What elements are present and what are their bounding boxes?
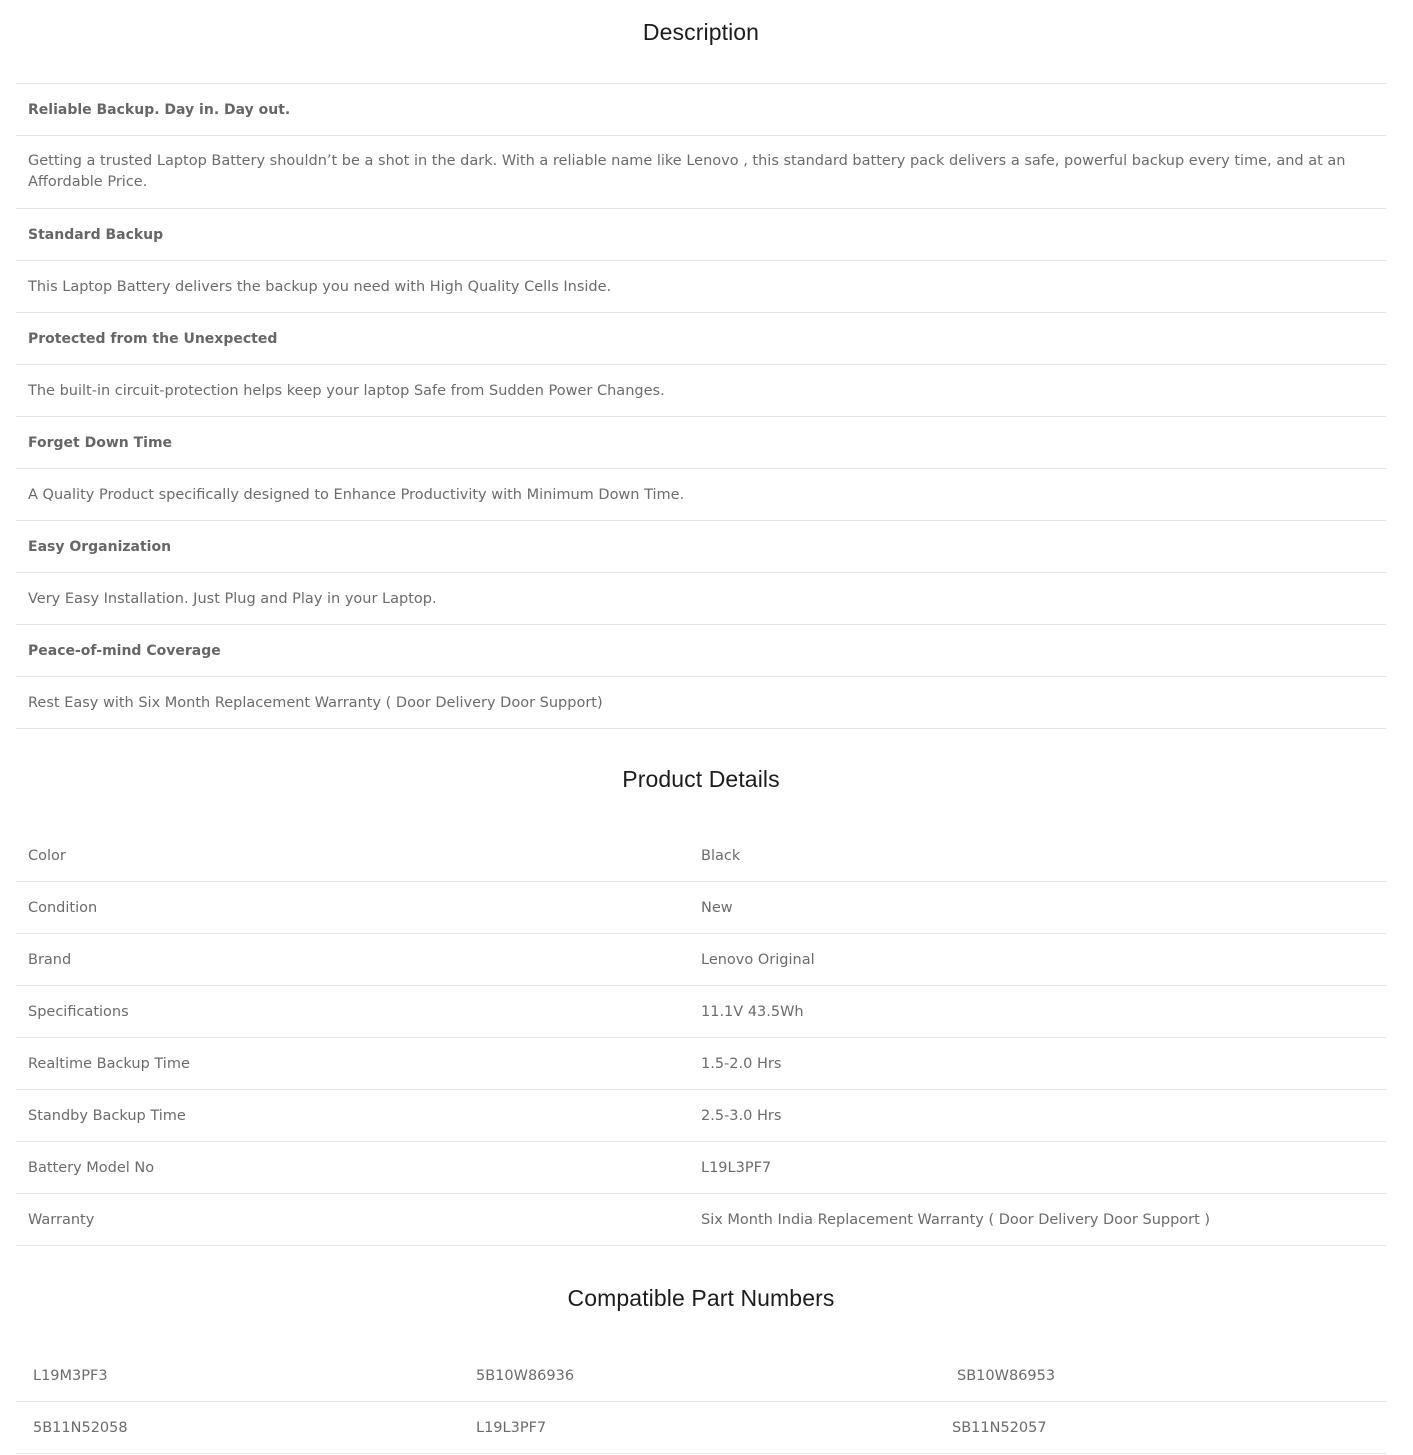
- desc-row-text: Rest Easy with Six Month Replacement Warranty ( Door Delivery Door Support): [16, 677, 1386, 729]
- part-number: SB11N52057: [952, 1419, 1047, 1436]
- detail-value: 1.5-2.0 Hrs: [701, 1055, 782, 1072]
- desc-row-heading: Peace-of-mind Coverage: [16, 625, 1386, 677]
- desc-row-text: A Quality Product specifically designed to Enhance Productivity with Minimum Down Time.: [16, 469, 1386, 521]
- description-table: [16, 83, 1386, 729]
- desc-row-text: Getting a trusted Laptop Battery shouldn’t be a shot in the dark. With a reliable name like Lenovo , this standard battery pack delivers a safe, powerful backup every time, and at an Affordable Price.: [16, 136, 1386, 209]
- detail-value: Black: [701, 847, 741, 864]
- product-details-title: Product Details: [622, 766, 780, 792]
- desc-row-text: Very Easy Installation. Just Plug and Play in your Laptop.: [16, 573, 1386, 625]
- table-row: [16, 1402, 1386, 1454]
- detail-label: Brand: [28, 951, 72, 968]
- detail-label: Condition: [28, 899, 98, 916]
- compatible-parts-title: Compatible Part Numbers: [567, 1285, 835, 1311]
- part-number: L19M3PF3: [33, 1367, 108, 1384]
- detail-value: Lenovo Original: [701, 951, 815, 968]
- desc-row-heading: Forget Down Time: [16, 417, 1386, 469]
- desc-row-text: The built-in circuit-protection helps keep your laptop Safe from Sudden Power Changes.: [16, 365, 1386, 417]
- description-title: Description: [642, 19, 760, 45]
- table-row: [16, 830, 1386, 882]
- table-row: [16, 1350, 1386, 1402]
- table-row: [16, 882, 1386, 934]
- part-number: SB10W86953: [957, 1367, 1056, 1384]
- desc-row-heading: Easy Organization: [16, 521, 1386, 573]
- detail-value: 2.5-3.0 Hrs: [701, 1107, 782, 1124]
- detail-label: Battery Model No: [28, 1159, 155, 1176]
- desc-row-heading: Reliable Backup. Day in. Day out.: [16, 84, 1386, 136]
- detail-value: 11.1V 43.5Wh: [701, 1003, 804, 1020]
- table-row: [16, 1038, 1386, 1090]
- detail-label: Realtime Backup Time: [28, 1055, 190, 1072]
- table-row: [16, 1142, 1386, 1194]
- desc-row-heading: Protected from the Unexpected: [16, 313, 1386, 365]
- part-number: 5B10W86936: [476, 1367, 575, 1384]
- detail-label: Warranty: [28, 1211, 95, 1228]
- table-row: [16, 986, 1386, 1038]
- part-number: 5B11N52058: [33, 1419, 128, 1436]
- table-row: [16, 1090, 1386, 1142]
- detail-value: New: [701, 899, 733, 916]
- desc-row-heading: Standard Backup: [16, 209, 1386, 261]
- product-info-container: [16, 0, 1386, 1454]
- compatible-parts-table: [16, 1350, 1386, 1454]
- detail-value: Six Month India Replacement Warranty ( Door Delivery Door Support ): [701, 1211, 1211, 1228]
- detail-value: L19L3PF7: [701, 1159, 772, 1176]
- part-number: L19L3PF7: [476, 1419, 547, 1436]
- detail-label: Standby Backup Time: [28, 1107, 186, 1124]
- product-details-table: [16, 830, 1386, 1246]
- table-row: [16, 1194, 1386, 1246]
- detail-label: Color: [28, 847, 66, 864]
- table-row: [16, 934, 1386, 986]
- detail-label: Specifications: [28, 1003, 129, 1020]
- desc-row-text: This Laptop Battery delivers the backup you need with High Quality Cells Inside.: [16, 261, 1386, 313]
